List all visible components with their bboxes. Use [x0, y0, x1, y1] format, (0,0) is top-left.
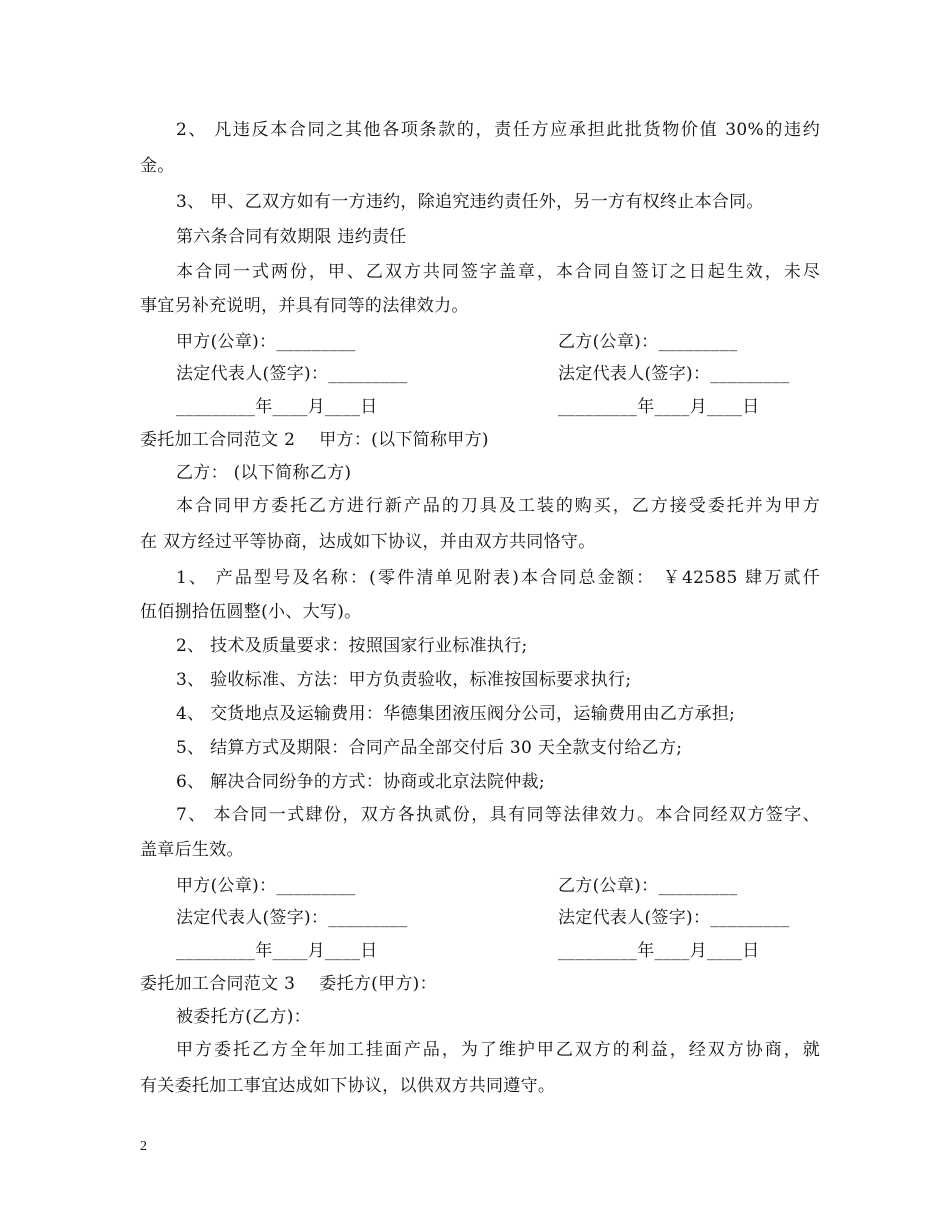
sample-3-title: 委托加工合同范文 3	[140, 974, 296, 994]
sample-3-intro-line-1: 甲方委托乙方全年加工挂面产品，为了维护甲乙双方的利益，经双方协商，就	[176, 1040, 820, 1060]
party-a-date-field: _________年____月____日	[176, 397, 378, 417]
party-b-rep-field: 法定代表人(签字)：_________	[558, 364, 790, 384]
article-6-heading: 第六条合同有效期限 违约责任	[176, 227, 407, 247]
sample-2-item-2: 2、 技术及质量要求：按照国家行业标准执行;	[176, 636, 528, 656]
party-b-date-field: _________年____月____日	[558, 941, 760, 961]
sample-3-party-b: 被委托方(乙方)：	[176, 1007, 311, 1027]
sample-3-party-a: 委托方(甲方)：	[319, 974, 437, 994]
sample-2-party-a: 甲方：(以下简称甲方)	[319, 430, 489, 450]
clause-3: 3、 甲、乙双方如有一方违约，除追究违约责任外，另一方有权终止本合同。	[176, 192, 764, 212]
party-b-rep-field: 法定代表人(签字)：_________	[558, 908, 790, 928]
sample-2-item-5: 5、 结算方式及期限：合同产品全部交付后 30 天全款支付给乙方;	[176, 738, 683, 758]
signature-row-rep-2	[176, 906, 820, 930]
sample-2-item-4: 4、 交货地点及运输费用：华德集团液压阀分公司，运输费用由乙方承担;	[176, 704, 736, 724]
sample-2-heading	[140, 428, 820, 452]
sample-2-item-3: 3、 验收标准、方法：甲方负责验收，标准按国标要求执行;	[176, 670, 632, 690]
validity-line-2: 事宜另补充说明，并具有同等的法律效力。	[140, 296, 469, 316]
signature-row-date-2	[176, 939, 820, 963]
sample-2-item-1-line-1: 1、 产品型号及名称：(零件清单见附表)本合同总金额： ￥42585 肆万贰仟	[176, 568, 820, 588]
sample-2-item-6: 6、 解决合同纷争的方式：协商或北京法院仲裁;	[176, 772, 545, 792]
page-number: 2	[140, 1139, 147, 1154]
sample-3-intro-line-2: 有关委托加工事宜达成如下协议，以供双方共同遵守。	[140, 1076, 556, 1096]
party-a-rep-field: 法定代表人(签字)：_________	[176, 364, 408, 384]
party-a-date-field: _________年____月____日	[176, 941, 378, 961]
sample-2-intro-line-1: 本合同甲方委托乙方进行新产品的刀具及工装的购买，乙方接受委托并为甲方	[176, 496, 820, 516]
party-b-seal-field: 乙方(公章)：_________	[558, 876, 738, 896]
clause-2-line-1: 2、 凡违反本合同之其他各项条款的，责任方应承担此批货物价值 30%的违约	[176, 120, 820, 140]
sample-2-intro-line-2: 在 双方经过平等协商，达成如下协议，并由双方共同恪守。	[140, 532, 596, 552]
sample-3-heading	[140, 972, 820, 996]
sample-2-title: 委托加工合同范文 2	[140, 430, 296, 450]
signature-row-date	[176, 395, 820, 419]
validity-line-1: 本合同一式两份，甲、乙双方共同签字盖章，本合同自签订之日起生效，未尽	[176, 262, 820, 282]
party-a-rep-field: 法定代表人(签字)：_________	[176, 908, 408, 928]
party-b-seal-field: 乙方(公章)：_________	[558, 332, 738, 352]
clause-2-line-2: 金。	[140, 156, 175, 176]
signature-row-rep	[176, 362, 820, 386]
signature-row-seal	[176, 330, 820, 354]
sample-2-item-7-line-2: 盖章后生效。	[140, 840, 244, 860]
sample-2-party-b: 乙方： (以下简称乙方)	[176, 463, 352, 483]
sample-2-item-1-line-2: 伍佰捌拾伍圆整(小、大写)。	[140, 602, 362, 622]
sample-2-item-7-line-1: 7、 本合同一式肆份，双方各执贰份，具有同等法律效力。本合同经双方签字、	[176, 805, 820, 825]
signature-row-seal-2	[176, 874, 820, 898]
party-a-seal-field: 甲方(公章)：_________	[176, 332, 356, 352]
party-b-date-field: _________年____月____日	[558, 397, 760, 417]
party-a-seal-field: 甲方(公章)：_________	[176, 876, 356, 896]
